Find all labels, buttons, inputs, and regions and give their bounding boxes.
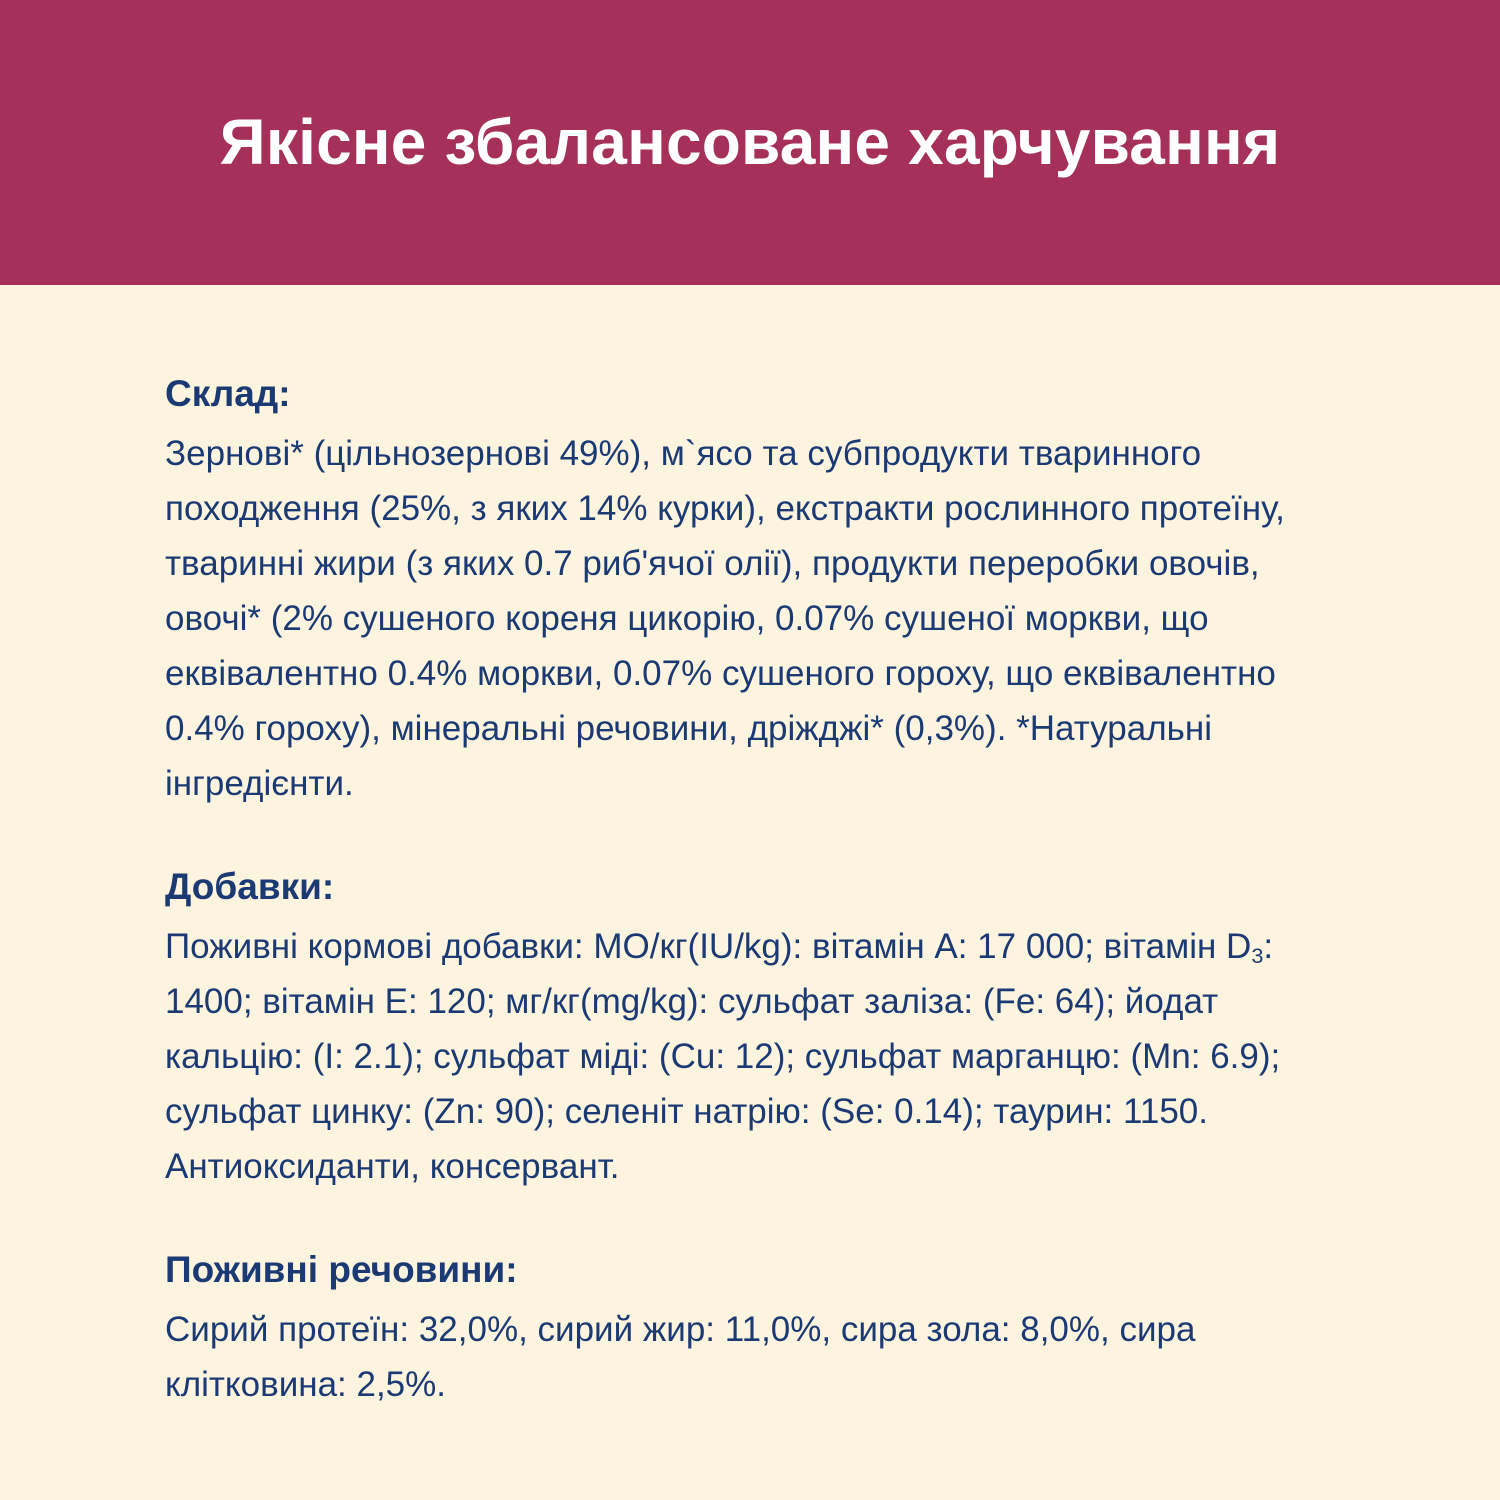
additives-section — [165, 864, 1340, 1195]
composition-text: Зернові* (цільнозернові 49%), м`ясо та субпродукти тваринного походження (25%, з яких 14% курки), екстракти рослинного протеїну, тваринні жири (з яких 0.7 риб'ячої олії), продукти переробки овочів, овочі* (2% сушеного кореня цикорію, 0.07% сушеної моркви, що еквівалентно 0.4% моркви, 0.07% сушеного гороху, що еквівалентно 0.4% гороху), мінеральні речовини, дріжджі* (0,3%). *Натуральні інгредієнти. — [165, 434, 1285, 803]
composition-heading: Склад: — [165, 373, 291, 414]
vitamin-d3-subscript: 3 — [1251, 942, 1264, 968]
additives-text — [165, 920, 1340, 1195]
composition-section — [165, 371, 1340, 812]
additives-text-part2: : 1400; вітамін Е: 120; мг/кг(mg/kg): сульфат заліза: (Fe: 64); йодат кальцію: (I: 2.1); сульфат міді: (Cu: 12); сульфат марганцю: (Mn: 6.9); сульфат цинку: (Zn: 90); селеніт натрію: (Se: 0.14); таурин: 1150. Антиоксиданти, консервант. — [165, 927, 1281, 1186]
header-banner — [0, 0, 1500, 285]
additives-heading: Добавки: — [165, 865, 335, 907]
content-area — [0, 285, 1500, 1413]
page-title: Якісне збалансоване харчування — [219, 105, 1281, 178]
nutrients-text: Сирий протеїн: 32,0%, сирий жир: 11,0%, сира зола: 8,0%, сира клітковина: 2,5%. — [165, 1310, 1196, 1404]
nutrients-heading: Поживні речовини: — [165, 1248, 518, 1290]
nutrients-section — [165, 1247, 1340, 1413]
additives-text-part1: Поживні кормові добавки: МО/кг(IU/kg): вітамін А: 17 000; вітамін D — [165, 927, 1252, 967]
